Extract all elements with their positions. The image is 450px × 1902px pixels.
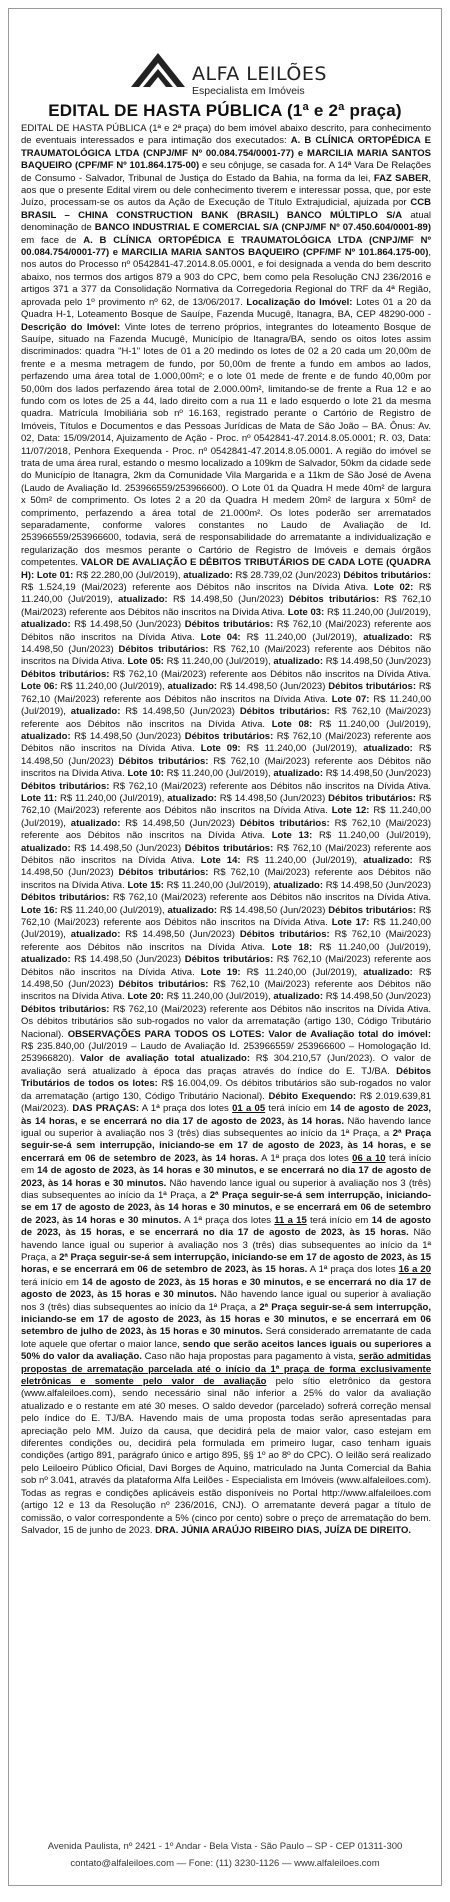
edital-text-run: R$ 11.240,00 (Jul/2019), (240, 743, 364, 755)
edital-text-run: , aos que o presente Edital virem ou dele conhecimento tiverem e interessar possa, que, por este Juízo, processam-se os autos da Ação de Execução de Título Extrajudicial, ajuizada por (21, 172, 431, 209)
edital-bold-run: 06 a 10 (352, 1152, 386, 1164)
edital-bold-run: atualizado: (118, 594, 168, 606)
edital-bold-run: Lote 11: (21, 792, 58, 804)
edital-text-run: R$ 11.240,00 (Jul/2019), (57, 792, 168, 804)
edital-text-run: R$ 304.210,57 (Jun/2023). O valor de avaliação será atualizado à época das praças através do índice do E. TJ/BA. (21, 1053, 431, 1077)
edital-bold-run: Débitos tributários: (21, 892, 110, 904)
edital-bold-run: Lote 10: (127, 768, 164, 780)
edital-bold-run: 14 de agosto de 2023, às 15 horas, e se encerrará no dia 17 de agosto de 2023, às 15 horas. (21, 1214, 431, 1239)
edital-bold-run: atualizado: (21, 619, 71, 631)
logo-subtitle: Especialista em Imóveis (192, 85, 305, 97)
edital-text-run: R$ 762,10 (Mai/2023) referente aos Débitos não inscritos na Dívida Ativa. (21, 619, 431, 643)
edital-bold-run: Lote 15: (127, 879, 164, 891)
edital-bold-run: atualizado: (70, 817, 121, 829)
footer-address: Avenida Paulista, nº 2421 - 1º Andar - Bela Vista - São Paulo – SP - CEP 01311-300 (47, 1841, 403, 1852)
edital-bold-run: Valor de avaliação total atualizado: (80, 1053, 251, 1065)
edital-text-run: R$ 762,10 (Mai/2023) referente aos Débitos não inscritos na Dívida Ativa. (21, 730, 431, 755)
edital-text-run: terá início em (21, 1276, 83, 1288)
edital-text-run: Lotes 01 a 20 da Quadra H-1, Loteamento Bosque de Sauípe, Fazenda Mucugê, Itanagra, BA, CEP 48290-000 - (21, 296, 432, 321)
edital-text-run: R$ 2.019.639,81 (Mai/2023). (21, 1090, 431, 1115)
edital-bold-run: Débitos tributários: (184, 954, 274, 966)
edital-text-run: R$ 14.498,50 (Jun/2023) (21, 743, 431, 767)
edital-bold-run: 14 de agosto de 2023, às 15 horas e 30 minutos, e se encerrará no dia 17 de agosto de 2023, às 15 horas e 30 minutos. (21, 1276, 431, 1301)
edital-text-run: R$ 11.240,00 (Jul/2019), (163, 879, 274, 891)
edital-text-run: Não havendo lance igual ou superior à avaliação nos 3 (três) dias subsequentes ao início da 1ª Praça, a (21, 1115, 431, 1139)
document-title: EDITAL DE HASTA PÚBLICA (1ª e 2ª praça) (48, 101, 402, 120)
edital-bold-run: atualizado: (167, 681, 218, 693)
edital-bold-run: atualizado: (363, 966, 413, 978)
edital-bold-run: Débitos Tributários de todos os lotes: (21, 1065, 431, 1090)
edital-text-run: R$ 762,10 (Mai/2023) referente aos Débitos não inscritos na Dívida Ativa. (21, 755, 431, 780)
edital-text-run: R$ 762,10 (Mai/2023) referente aos Débitos não inscritos na Dívida Ativa. (21, 817, 431, 842)
edital-bold-run: sendo que serão aceitos lances iguais ou superiores a 50% do valor da avaliação. (21, 1338, 431, 1363)
edital-text-run: R$ 14.498,50 (Jun/2023) (323, 656, 431, 668)
edital-text-run: R$ 11.240,00 (Jul/2019), (21, 805, 431, 829)
edital-text-run: R$ 11.240,00 (Jul/2019), (240, 631, 364, 643)
edital-text-run: R$ 28.739,02 (Jun/2023) (232, 569, 344, 581)
edital-bold-run: atualizado: (273, 656, 324, 668)
edital-bold-run: atualizado: (273, 991, 324, 1003)
edital-bold-run: DRA. JÚNIA ARAÚJO RIBEIRO DIAS, JUÍZA DE DIREITO. (155, 1524, 411, 1536)
edital-text-run: R$ 11.240,00 (Jul/2019), (240, 854, 364, 866)
edital-text-run: R$ 762,10 (Mai/2023) referente aos Débitos não inscritos na Dívida Ativa. (21, 904, 431, 928)
edital-bold-run: Lote 02: (373, 582, 414, 594)
edital-bold-run: Lote 17: (331, 917, 370, 928)
edital-bold-run: A. B CLÍNICA ORTOPÉDICA E TRAUMATOLÓGICA LTDA (CNPJ/MF Nº 00.084.754/0001-77) e MARCILIA MARIA SANTOS BAQUEIRO (CPF/MF Nº 101.864.175-00) (21, 135, 431, 172)
edital-bold-run: 2ª Praça seguir-se-á sem interrupção, iniciando-se em 17 de agosto de 2023, às 14 horas, e se encerrará em 06 de setembro de 2023, às 14 horas. (21, 1127, 432, 1164)
edital-bold-run: atualizado: (183, 569, 233, 581)
edital-bold-run: 01 a 05 (232, 1103, 266, 1115)
edital-text-run: Não havendo lance igual ou superior à avaliação nos 3 (três) dias subsequentes ao início da 1ª Praça, a (21, 1289, 431, 1313)
edital-text-run: A 1ª praça dos lotes (307, 1264, 399, 1276)
edital-text-run: em face de (21, 234, 84, 246)
edital-text-run: terá início em (265, 1103, 331, 1115)
edital-bold-run: Lote 19: (200, 966, 241, 978)
edital-bold-run: Débitos tributários: (239, 817, 330, 829)
edital-bold-run: Débitos tributários: (328, 681, 416, 693)
edital-bold-run: Débitos tributários: (343, 569, 431, 581)
edital-text-run: R$ 14.498,50 (Jun/2023) (70, 619, 185, 631)
edital-text-run: R$ 11.240,00 (Jul/2019), (163, 991, 274, 1003)
edital-bold-run: Débito Exequendo: (268, 1090, 357, 1102)
edital-text-run: R$ 14.498,50 (Jun/2023) (120, 929, 240, 941)
edital-text-run: R$ 11.240,00 (Jul/2019), (240, 966, 364, 978)
edital-bold-run: 2ª Praça seguir-se-á sem interrupção, iniciando-se em 17 de agosto de 2023, às 15 horas e 30 minutos, e se encerrará em 06 setembro de julho de 2023, às 15 horas e 30 minutos. (21, 1301, 431, 1338)
edital-text-run: R$ 762,10 (Mai/2023) referente aos Débitos não inscritos na Dívida Ativa. (21, 954, 431, 978)
edital-text-run: R$ 11.240,00 (Jul/2019), (21, 582, 431, 606)
edital-bold-run: Débitos tributários: (118, 979, 209, 991)
edital-text-run: R$ 762,10 (Mai/2023) referente aos Débitos não inscritos na Dívida Ativa. (21, 644, 431, 668)
edital-text-run: R$ 14.498,50 (Jun/2023) (21, 854, 431, 879)
edital-bold-run: Débitos tributários: (239, 706, 330, 718)
edital-text-run: R$ 1.524,19 (Mai/2023) referente aos Débitos não inscritos na Dívida Ativa. (21, 582, 374, 594)
edital-bold-run: atualizado: (363, 631, 413, 643)
edital-text-run: R$ 14.498,50 (Jun/2023) (323, 768, 431, 780)
edital-text-run: R$ 762,10 (Mai/2023) referente aos Débitos não inscritos na Dívida Ativa. (21, 706, 431, 730)
edital-text-run: R$ 762,10 (Mai/2023) referente aos Débitos não inscritos na Dívida Ativa. (21, 979, 431, 1003)
edital-bold-run: Débitos tributários: (239, 929, 330, 941)
edital-text-run: R$ 14.498,50 (Jun/2023) (323, 991, 431, 1003)
edital-text-run: atual denominação de (21, 209, 431, 234)
edital-bold-run: Débitos tributários: (288, 594, 380, 606)
logo-title: ALFA LEILÕES (192, 63, 327, 85)
edital-text-run: R$ 762,10 (Mai/2023) referente aos Débitos não inscritos na Dívida Ativa. (109, 668, 431, 680)
edital-bold-run: Localização do Imóvel: (246, 296, 353, 308)
edital-bold-run: Lote 18: (271, 941, 313, 953)
edital-bold-run: Lote 14: (200, 854, 241, 866)
footer-contacts (9, 1858, 441, 1869)
edital-text-run: R$ 235.840,00 (Jul/2019 – Laudo de Avaliação Id. 253966559/ 253966600 – Homologação Id. 253966820). (21, 1041, 431, 1065)
edital-text-run: A 1ª praça dos lotes (139, 1103, 233, 1115)
edital-bold-run: atualizado: (21, 842, 71, 854)
edital-bold-run: Lote 07: (331, 693, 370, 705)
edital-bold-run: Lote 05: (127, 656, 164, 668)
edital-bold-run: atualizado: (167, 904, 218, 916)
footer-phone: Fone: (11) 3230-1126 (188, 1858, 280, 1869)
edital-text-run: R$ 11.240,00 (Jul/2019), (57, 681, 168, 693)
edital-bold-run: Lote 06: (21, 681, 58, 693)
edital-text-run: R$ 762,10 (Mai/2023) referente aos Débitos não inscritos na Dívida Ativa. (21, 929, 431, 953)
edital-text-run: R$ 11.240,00 (Jul/2019), (163, 768, 274, 780)
edital-bold-run: 16 a 20 (398, 1264, 431, 1276)
edital-text-run: A 1ª praça dos lotes (258, 1152, 353, 1164)
edital-text-run: terá início em (306, 1214, 372, 1226)
edital-text-run: R$ 14.498,50 (Jun/2023) (120, 817, 240, 829)
footer-separator: — (281, 1858, 295, 1869)
edital-bold-run: Débitos tributários: (184, 619, 274, 631)
edital-text-run: R$ 11.240,00 (Jul/2019), (21, 917, 431, 941)
edital-bold-run: 2ª Praça seguir-se-á sem interrupção, iniciando-se em 17 de agosto de 2023, às 14 horas e 30 minutos, e se encerrará em 06 de setembro de 2023, às 14 horas e 30 minutos. (21, 1189, 431, 1226)
edital-text-run: R$ 11.240,00 (Jul/2019), (57, 904, 168, 916)
edital-bold-run: DAS PRAÇAS: (72, 1103, 140, 1115)
edital-text-run: pelo sítio eletrônico da gestora (www.alfaleiloes.com), sendo necessário sinal não inferior a 25% do valor da avaliação atualizado e o restante em até 30 meses. O saldo devedor (parcelado) sofrerá correção mensal pelo índice do E. TJ/BA. Havendo mais de uma proposta todas serão apresentadas para apreciação pelo MM. Juízo da causa, que decidirá pela de maior valor, caso estejam em diferentes condições ou, decidirá pela formulada em primeiro lugar, caso tenham iguais condições (artigo 891, parágrafo único e artigo 895, §§ 1º ao 8º do CPC). O leilão será realizado pelo Leiloeiro Público Oficial, Davi Borges de Aquino, matriculado na Junta Comercial da Bahia sob nº 3.041, através da plataforma Alfa Leilões - Especialista em Imóveis (www.alfaleiloes.com). Todas as regras e condições aplicáveis estão disponíveis no Portal http://www.alfaleiloes.com (artigo 12 e 13 da Resolução nº 236/2016, CNJ). O arrematante deverá pagar a título de comissão, o valor correspondente a 5% (cinco por cento) sobre o preço de arrematação do bem. Salvador, 15 de junho de 2023. (21, 1376, 431, 1536)
edital-page (8, 8, 442, 1886)
edital-text-run: R$ 14.498,50 (Jun/2023) (21, 631, 431, 656)
edital-text-run: R$ 762,10 (Mai/2023) referente aos Débitos não inscritos na Dívida Ativa. (21, 681, 431, 705)
edital-bold-run: Lote 04: (200, 631, 241, 643)
edital-bold-run: Débitos tributários: (118, 755, 209, 767)
edital-bold-run: Lote 12: (331, 805, 370, 817)
edital-text-run: R$ 14.498,50 (Jun/2023) (217, 904, 329, 916)
edital-bold-run: atualizado: (363, 854, 413, 866)
edital-bold-run: Débitos tributários: (184, 842, 274, 854)
edital-bold-run: VALOR DE AVALIAÇÃO E DÉBITOS TRIBUTÁRIOS DE CADA LOTE (QUADRA H): Lote 01: (21, 557, 431, 581)
footer-email-link[interactable]: contato@alfaleiloes.com (70, 1858, 175, 1869)
edital-text-run: EDITAL DE HASTA PÚBLICA (1ª e 2ª praça) do bem imóvel abaixo descrito, para conhecimento de eventuais interessados e para intimação dos executados: (21, 123, 431, 147)
edital-bold-run: Lote 16: (21, 904, 58, 916)
edital-bold-run: Lote 13: (271, 830, 313, 842)
edital-bold-run: BANCO INDUSTRIAL E COMERCIAL S/A (CNPJ/MF Nº 07.450.604/0001-89) (94, 222, 431, 234)
edital-text-run: R$ 14.498,50 (Jun/2023) (70, 842, 185, 854)
edital-bold-run: 14 de agosto de 2023, às 14 horas, e se encerrará no dia 17 de agosto de 2023, às 14 horas. (21, 1103, 431, 1127)
edital-bold-run: Débitos tributários: (118, 867, 209, 879)
edital-bold-run: 2ª Praça seguir-se-á sem interrupção, iniciando-se em 17 de agosto de 2023, às 15 horas, e se encerrará em 06 de setembro de 2023, às 15 horas. (21, 1251, 431, 1276)
edital-text-run: R$ 14.498,50 (Jun/2023) (167, 594, 289, 606)
edital-body (21, 123, 431, 1537)
edital-text-run: R$ 14.498,50 (Jun/2023) (216, 792, 329, 804)
edital-bold-run: Débitos tributários: (328, 904, 416, 916)
edital-bold-run: atualizado: (167, 792, 217, 804)
edital-text-run: R$ 11.240,00 (Jul/2019), (21, 693, 431, 718)
edital-bold-run: Lote 20: (127, 991, 164, 1003)
edital-bold-run: CCB BRASIL – CHINA CONSTRUCTION BANK (BRASIL) BANCO MÚLTIPLO S/A (21, 197, 431, 221)
edital-bold-run: atualizado: (21, 954, 71, 966)
edital-text-run: e seu cônjuge, se casada for. A 14ª Vara De Relações de Consumo - Salvador, Tribunal de Justiça do Estado da Bahia, na forma da lei, (21, 160, 431, 184)
edital-bold-run: atualizado: (363, 743, 413, 755)
edital-bold-run: FAZ SABER (373, 172, 429, 184)
edital-bold-run: Débitos tributários: (21, 780, 110, 792)
edital-text-run: R$ 762,10 (Mai/2023) referente aos Débitos não inscritos na Dívida Ativa. (21, 792, 431, 817)
edital-text-run: R$ 11.240,00 (Jul/2019), (163, 656, 274, 668)
footer-website-link[interactable]: www.alfaleiloes.com (294, 1858, 380, 1869)
edital-text-run: R$ 14.498,50 (Jun/2023) (70, 954, 185, 966)
edital-bold-run: serão admitidas propostas de arrematação parcelada até o início da 1ª praça de forma exclusivamente eletrônicas e somente pelo valor de avaliação (21, 1351, 431, 1388)
edital-bold-run: Débitos tributários: (21, 668, 110, 680)
edital-bold-run: atualizado: (70, 706, 121, 718)
edital-text-run: A 1ª praça dos lotes (181, 1214, 275, 1226)
edital-text-run: , nos autos do Processo nº 0542841-47.2014.8.05.0001, e foi designada a venda do bem descrito abaixo, nos termos dos artigos 879 a 903 do CPC, bem como pela Resolução CNJ 236/2016 e artigos 371 a 377 da Consolidação Normativa da Corregedoria Regional do TRF da 4ª Região, aprovada pelo 1º provimento nº 62, de 13/06/2017. (21, 247, 431, 308)
edital-bold-run: Lote 03: (287, 606, 325, 618)
edital-text-run: Não havendo lance igual ou superior à avaliação nos 3 (três) dias subsequentes ao início da 1ª Praça, a (21, 1227, 431, 1263)
edital-bold-run: atualizado: (273, 768, 324, 780)
edital-text-run: R$ 16.004,09. Os débitos tributários são sub-rogados no valor da arrematação (artigo 130, Código Tributário Nacional). (21, 1078, 432, 1102)
edital-bold-run: OBSERVAÇÕES PARA TODOS OS LOTES: Valor de Avaliação total do imóvel: (67, 1028, 431, 1040)
edital-text-run: R$ 762,10 (Mai/2023) referente aos Débitos não inscritos na Dívida Ativa. (21, 594, 432, 618)
edital-bold-run: atualizado: (70, 929, 121, 941)
edital-bold-run: Débitos tributários: (21, 1003, 110, 1015)
edital-bold-run: Débitos tributários: (118, 644, 209, 656)
edital-text-run: R$ 11.240,00 (Jul/2019), (324, 606, 431, 618)
edital-text-run: R$ 11.240,00 (Jul/2019), (312, 718, 431, 730)
edital-bold-run: Débitos tributários: (184, 730, 274, 742)
edital-bold-run: Débitos tributários: (328, 792, 416, 804)
edital-bold-run: Descrição do Imóvel: (21, 321, 121, 333)
edital-text-run: R$ 14.498,50 (Jun/2023) (217, 681, 329, 693)
edital-text-run: R$ 14.498,50 (Jun/2023) (70, 730, 185, 742)
edital-bold-run: Lote 09: (200, 743, 241, 755)
edital-text-run: terá início em (21, 1152, 432, 1177)
edital-text-run: R$ 762,10 (Mai/2023) referente aos Débitos não inscritos na Dívida Ativa. (21, 842, 431, 866)
edital-text-run: R$ 11.240,00 (Jul/2019), (312, 830, 431, 842)
house-roof-icon (129, 51, 187, 89)
edital-bold-run: 14 de agosto de 2023, às 14 horas e 30 minutos, e se encerrará no dia 17 de agosto de 2023, às 14 horas e 30 minutos. (21, 1165, 432, 1189)
edital-text-run: Não havendo lance igual ou superior à avaliação nos 3 (três) dias subsequentes ao início da 1ª Praça, a (21, 1177, 431, 1201)
edital-bold-run: Lote 08: (271, 718, 313, 730)
edital-text-run: R$ 762,10 (Mai/2023) referente aos Débitos não inscritos na Dívida Ativa. Os débitos tributários são sub-rogados no valor da arrematação (artigo 130, Código Tributário Nacional). (21, 1003, 431, 1040)
edital-text-run: R$ 762,10 (Mai/2023) referente aos Débitos não inscritos na Dívida Ativa. (109, 892, 431, 904)
footer-separator: — (176, 1858, 189, 1869)
edital-text-run: R$ 14.498,50 (Jun/2023) (21, 966, 431, 991)
edital-text-run: R$ 762,10 (Mai/2023) referente aos Débitos não inscritos na Dívida Ativa. (109, 780, 431, 792)
edital-bold-run: 11 a 15 (274, 1214, 307, 1226)
edital-text-run: R$ 11.240,00 (Jul/2019), (312, 941, 431, 953)
edital-text-run: R$ 22.280,00 (Jul/2019), (73, 569, 184, 581)
edital-text-run: R$ 14.498,50 (Jun/2023) (323, 879, 431, 891)
edital-bold-run: atualizado: (273, 879, 324, 891)
edital-text-run: R$ 14.498,50 (Jun/2023) (120, 706, 240, 718)
edital-bold-run: A. B CLÍNICA ORTOPÉDICA E TRAUMATOLÓGICA LTDA (CNPJ/MF Nº 00.084.754/0001-77) e MARCILIA MARIA SANTOS BAQUEIRO (CPF/MF Nº 101.864.175-00) (21, 234, 432, 259)
edital-text-run: R$ 762,10 (Mai/2023) referente aos Débitos não inscritos na Dívida Ativa. (21, 867, 431, 891)
edital-text-run: Caso não haja propostas para pagamento à vista, (141, 1351, 359, 1363)
edital-bold-run: atualizado: (21, 730, 71, 742)
edital-text-run: Vinte lotes de terreno próprios, integrantes do loteamento Bosque de Sauípe, situado na Fazenda Mucugê, Município de Itanagra/BA, sendo os oitos lotes assim discriminados: quadra "H-1" lotes de 01 a 20 medindo os lotes de 02 a 20 cada um 20,00m de frente e a mesma metragem de fundo, por 50,00m de frente a fundo em ambos ao lados, perfazendo uma área total de 1.000,00m²; e o lote 01 mede de frente e de fundo 40,00m por 50,00m dos lados perfazendo área total de 2.000.00m², limitando-se de frente a Rua 12 e ao fundo com os lotes de 25 a 44, lado direito com a rua 11 e lado esquerdo o lote 21 da mesma quadra. Matrícula Imobiliária sob nº 16.163, registrado perante o Cartório de Registro de Imóveis, Títulos e Documentos e das Pessoas Jurídicas de Mata de São João – BA. Ônus: Av. 02, Data: 15/09/2014, Ajuizamento de Ação - Proc. nº 0542841-47.2014.8.05.0001; R. 03, Data: 11/07/2018, Penhora Exequenda - Proc. nº 0542841-47.2014.8.05.0001. A região do imóvel se trata de uma área rural, estando o mesmo localizado a 109km de Salvador, 50km da cidade sede do Município de Itanagra, 2km da Comunidade Vila Margarida e a 11km de São José de Avena (Laudo de Avaliação Id. 253966559/253966600). O Lote 01 da Quadra H mede 40m² de largura x 50m² de comprimento. Os lotes 2 a 20 da Quadra H medem 20m² de largura x 50m² de comprimento, perfazendo a área total de 21.000m². Os lotes poderão ser arrematados separadamente, conforme valores constantes no Laudo de Avaliação de Id. 253966559/253966600, todavia, será de responsabilidade do arrematante a individualização e regularização dos mesmos perante o Cartório de Registro de Imóveis e demais órgãos competentes. (21, 321, 432, 569)
edital-text-run: Será considerado arrematante de cada lote aquele que ofertar o maior lance, (21, 1326, 431, 1350)
